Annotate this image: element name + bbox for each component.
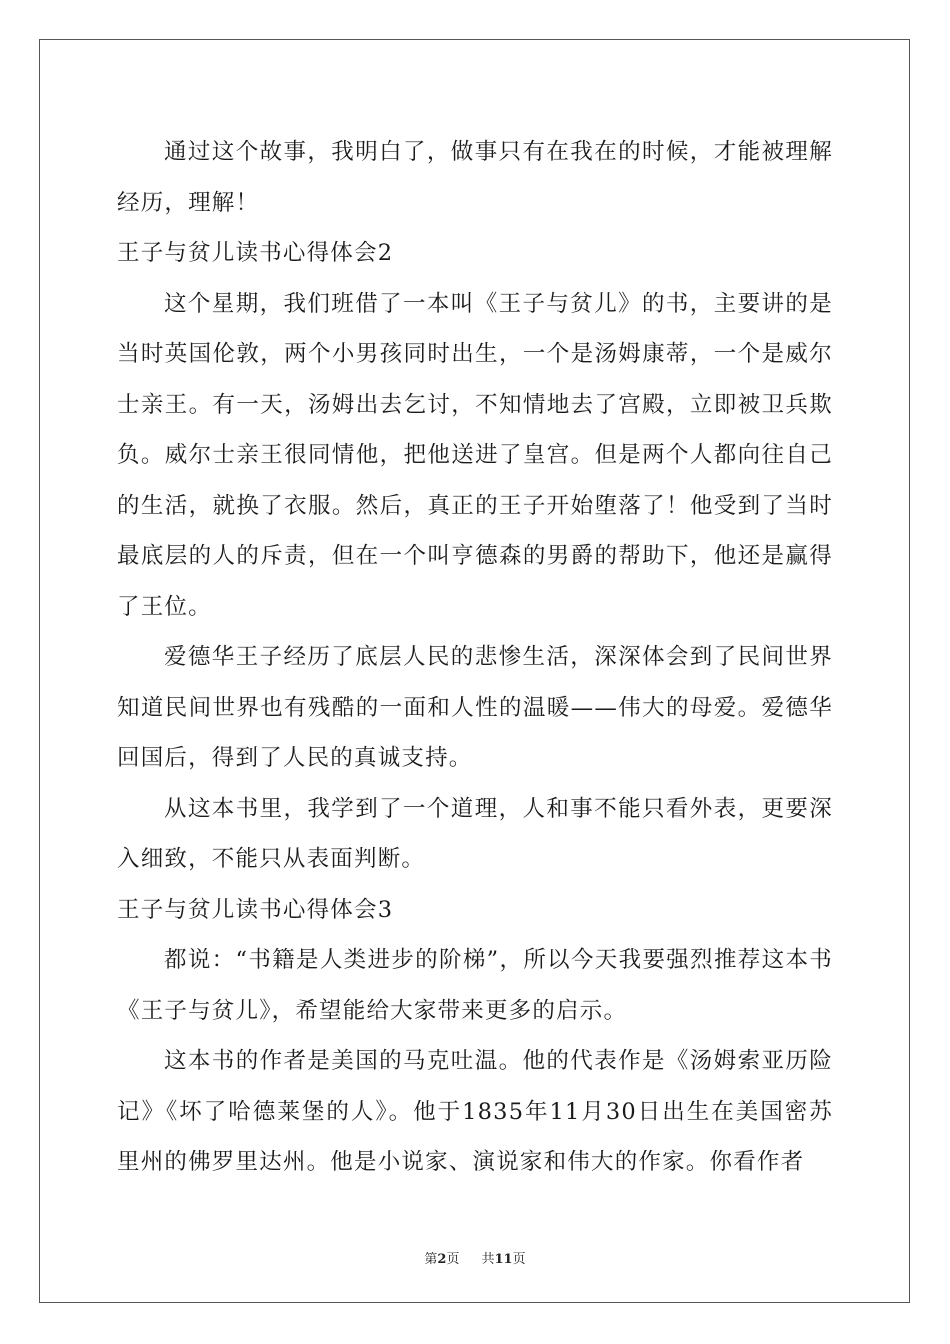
paragraph: 这个星期，我们班借了一本叫《王子与贫儿》的书，主要讲的是当时英国伦敦，两个小男孩同时出生，一个是汤姆康蒂，一个是威尔士亲王。有一天，汤姆出去乞讨，不知情地去了宫殿，立即被卫兵欺负。威尔士亲王很同情他，把他送进了皇宫。但是两个人都向往自己的生活，就换了衣服。然后，真正的王子开始堕落了！他受到了当时最底层的人的斥责，但在一个叫亨德森的男爵的帮助下，他还是赢得了王位。: [117, 290, 833, 620]
page-number: 第2页: [424, 1252, 460, 1267]
page-footer: [0, 1248, 950, 1267]
paragraph: 这本书的作者是美国的马克吐温。他的代表作是《汤姆索亚历险记》《坏了哈德莱堡的人》。他于1835年11月30日出生在美国密苏里州的佛罗里达州。他是小说家、演说家和伟大的作家。你看作者: [117, 1048, 833, 1175]
paragraph: 通过这个故事，我明白了，做事只有在我在的时候，才能被理解经历，理解！: [117, 139, 833, 216]
paragraph: 都说：“书籍是人类进步的阶梯”，所以今天我要强烈推荐这本书《王子与贫儿》，希望能给大家带来更多的启示。: [117, 947, 833, 1024]
section-heading: 王子与贫儿读书心得体会2: [117, 240, 394, 266]
document-body: [117, 127, 833, 1188]
section-heading: 王子与贫儿读书心得体会3: [117, 896, 394, 923]
paragraph: 爱德华王子经历了底层人民的悲惨生活，深深体会到了民间世界知道民间世界也有残酷的一面和人性的温暖——伟大的母爱。爱德华回国后，得到了人民的真诚支持。: [117, 644, 833, 771]
paragraph: 从这本书里，我学到了一个道理，人和事不能只看外表，更要深入细致，不能只从表面判断。: [117, 795, 833, 872]
page-total: 共11页: [481, 1252, 526, 1267]
